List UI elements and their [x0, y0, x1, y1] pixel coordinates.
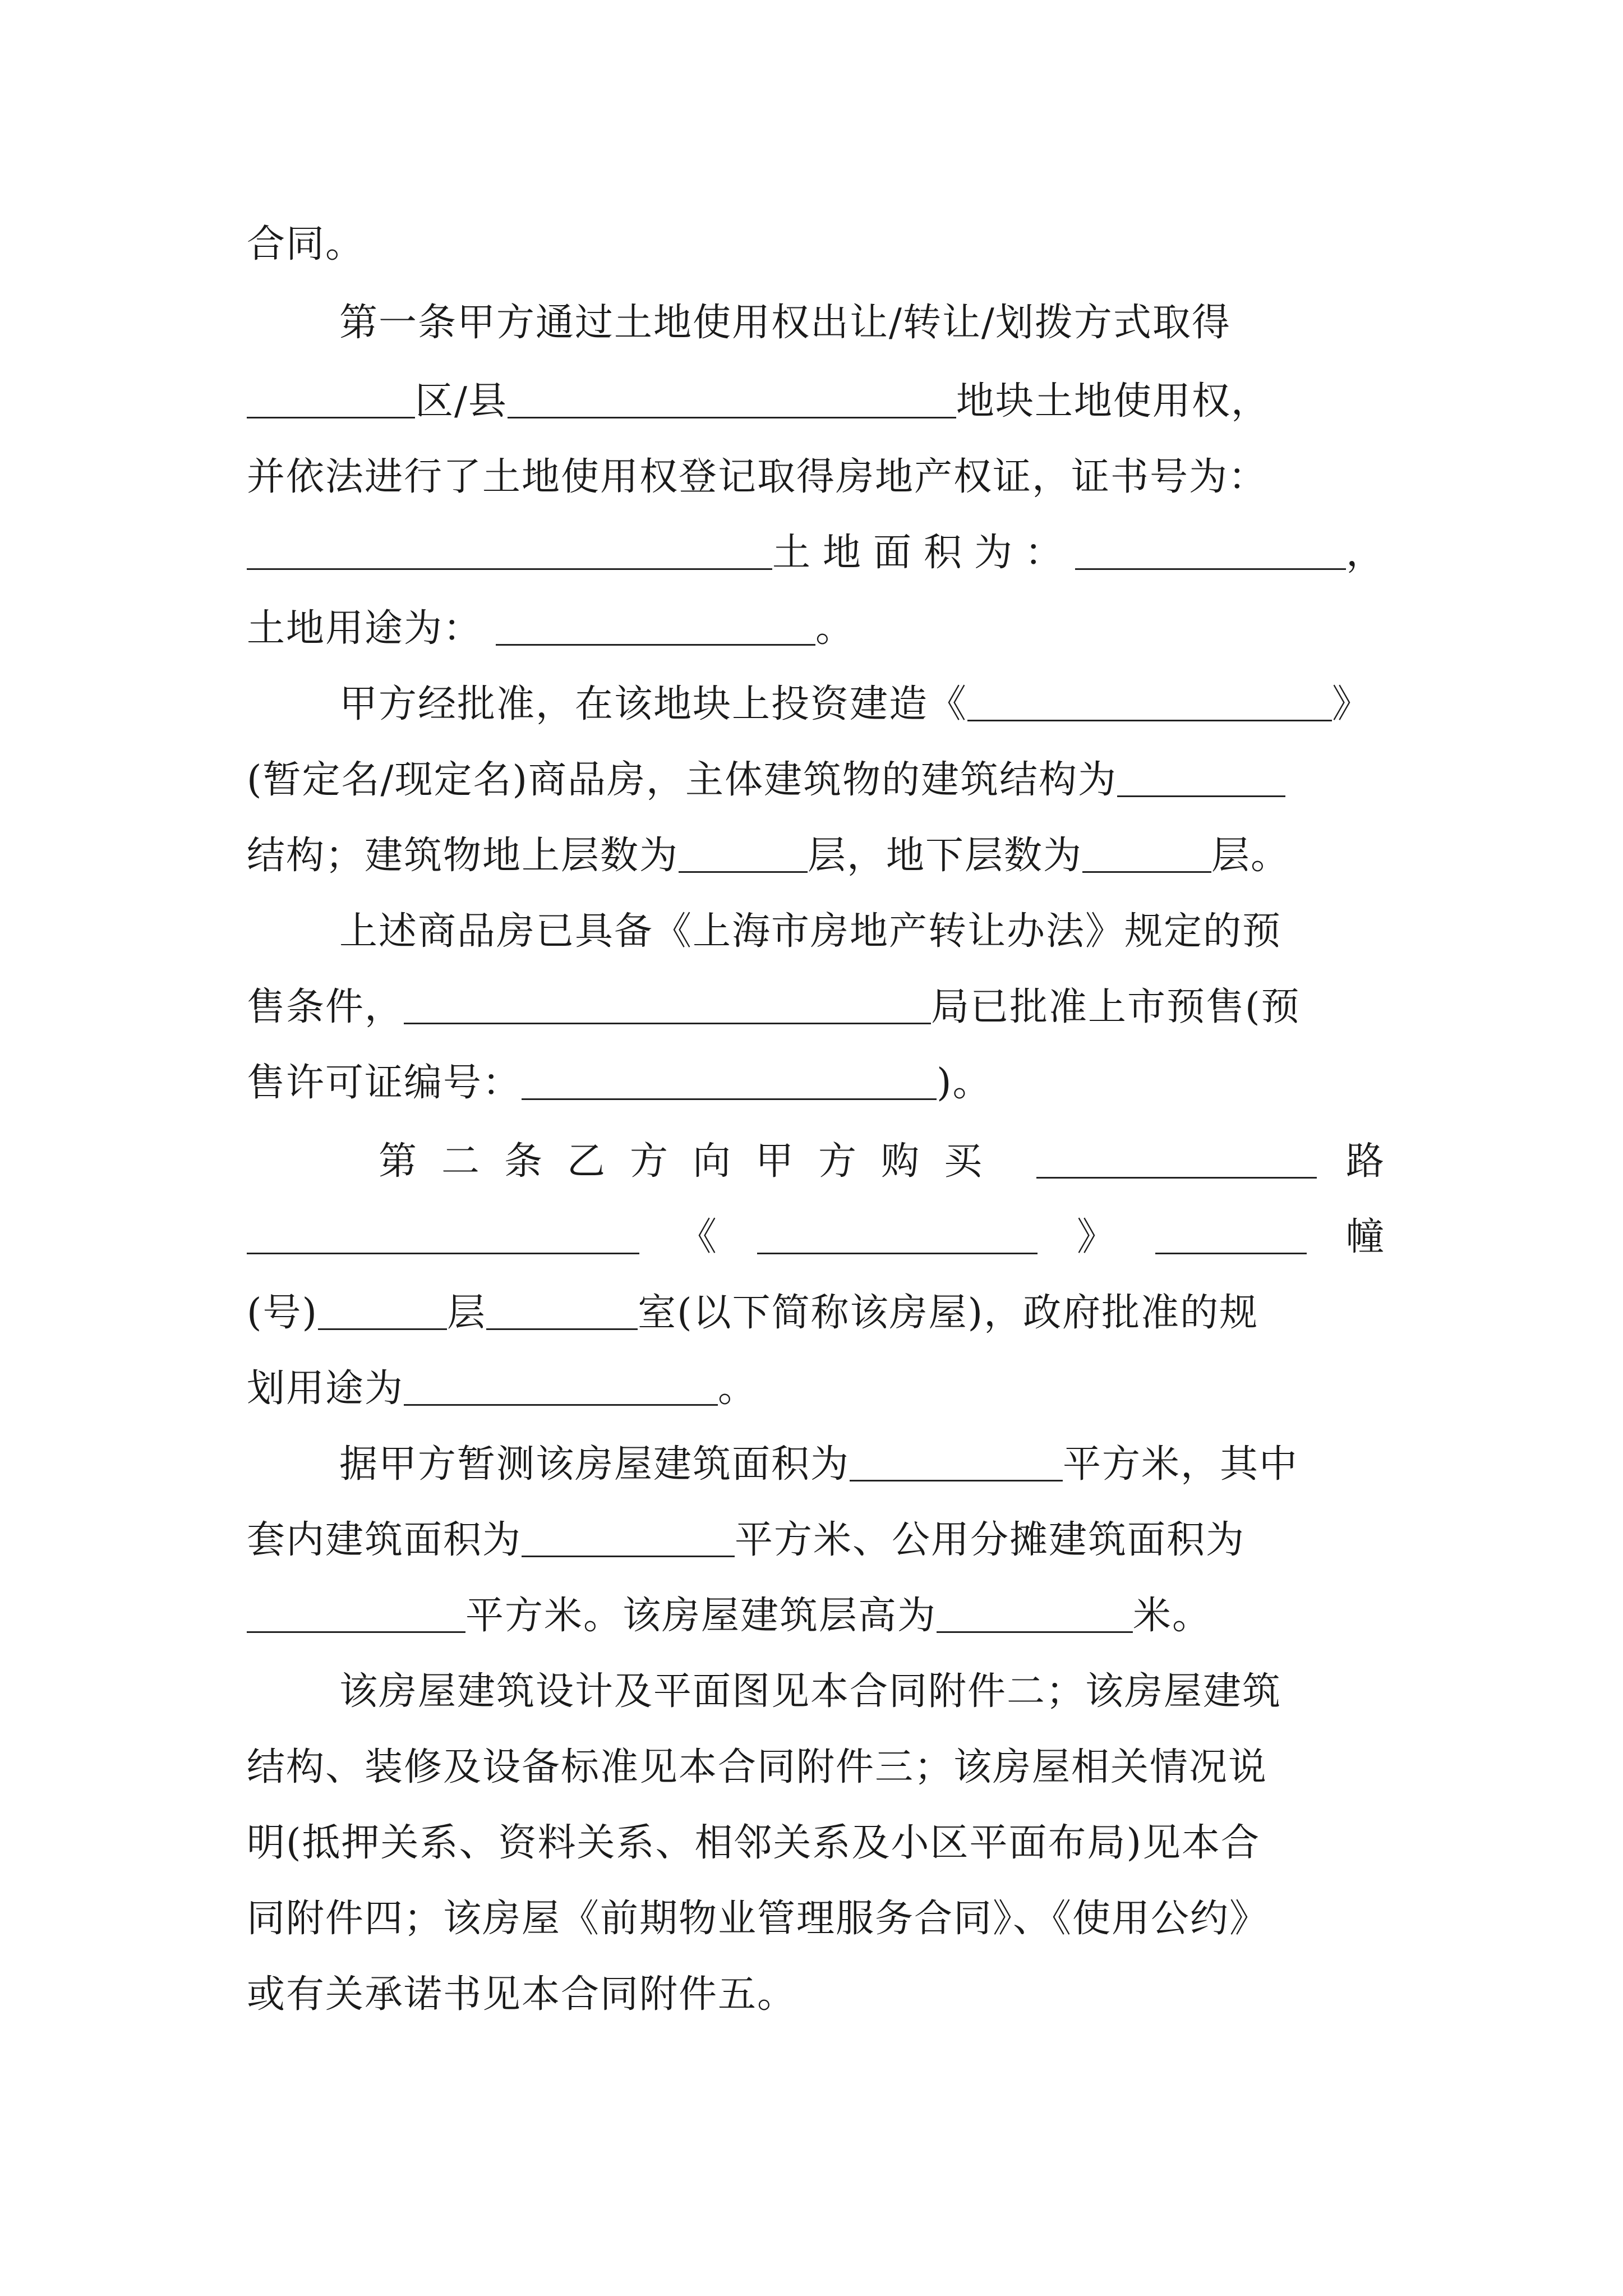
text-segment: 》 [1332, 682, 1372, 726]
text-segment: 平方米。该房屋建筑层高为 [465, 1594, 937, 1638]
text-segment: 室(以下简称该房屋)，政府批准的规 [638, 1291, 1259, 1335]
text-line-22 [247, 1795, 1385, 1865]
fill-in-blank[interactable] [496, 644, 815, 646]
text-segment: 结构；建筑物地上层数为 [247, 834, 679, 878]
text-line-20 [339, 1644, 1385, 1714]
text-line-14 [247, 1189, 1385, 1257]
text-line-11 [247, 959, 1385, 1027]
text-line-21 [247, 1719, 1385, 1787]
text-segment: 上述商品房已具备《上海市房地产转让办法》规定的预 [339, 909, 1282, 954]
text-segment: 售条件， [247, 985, 404, 1029]
text-segment: 平方米、公用分摊建筑面积为 [735, 1518, 1246, 1562]
text-segment: 并依法进行了土地使用权登记取得房地产权证，证书号为： [247, 455, 1268, 499]
text-segment: 套内建筑面积为 [247, 1518, 522, 1562]
text-segment: 地块土地使用权， [956, 379, 1270, 424]
text-segment: 层，地下层数为 [808, 834, 1083, 878]
fill-in-blank[interactable] [404, 1023, 931, 1024]
text-segment: 土地用途为： [247, 606, 483, 651]
text-segment: )。 [937, 1061, 992, 1105]
text-segment: 》 [1076, 1215, 1116, 1259]
text-segment: ， [1345, 531, 1385, 575]
fill-in-blank[interactable] [937, 1631, 1133, 1633]
text-segment: (号) [247, 1291, 319, 1335]
text-segment: 结构、装修及设备标准见本合同附件三；该房屋相关情况说 [247, 1745, 1268, 1789]
text-segment: 路 [1345, 1139, 1385, 1184]
text-segment: 层。 [1211, 834, 1290, 878]
text-segment: 幢 [1345, 1215, 1385, 1259]
text-segment: 该房屋建筑设计及平面图见本合同附件二；该房屋建筑 [339, 1669, 1282, 1714]
text-line-6 [247, 581, 1385, 651]
text-line-5 [247, 505, 1385, 575]
text-line-24 [247, 1947, 1385, 2017]
text-segment: 明(抵押关系、资料关系、相邻关系及小区平面布局)见本合 [247, 1821, 1261, 1865]
text-segment: 或有关承诺书见本合同附件五。 [247, 1972, 797, 2017]
text-segment: 售许可证编号： [247, 1061, 522, 1105]
text-segment: 区/县 [415, 379, 508, 424]
text-segment: (暂定名/现定名)商品房，主体建筑物的建筑结构为 [247, 758, 1117, 802]
fill-in-blank[interactable] [247, 568, 772, 570]
text-line-23 [247, 1871, 1385, 1941]
text-line-8 [247, 732, 1385, 802]
text-segment: 层 [447, 1291, 487, 1335]
text-segment: 局已批准上市预售(预 [931, 985, 1301, 1029]
fill-in-blank[interactable] [247, 1631, 465, 1633]
text-segment: 第一条甲方通过土地使用权出让/转让/划拨方式取得 [339, 301, 1231, 345]
text-line-17 [339, 1416, 1385, 1487]
fill-in-blank[interactable] [679, 871, 808, 873]
text-line-13 [379, 1114, 1385, 1184]
text-segment: 平方米，其中 [1063, 1442, 1299, 1487]
fill-in-blank[interactable] [318, 1328, 447, 1330]
text-segment: 《 [678, 1215, 718, 1259]
text-segment: 米。 [1133, 1594, 1212, 1638]
text-segment: 土地面积为： [772, 531, 1075, 575]
fill-in-blank[interactable] [522, 1098, 937, 1100]
fill-in-blank[interactable] [1036, 1177, 1317, 1179]
fill-in-blank[interactable] [757, 1253, 1038, 1254]
text-line-9 [247, 808, 1385, 878]
text-line-2 [339, 275, 1385, 345]
fill-in-blank[interactable] [1155, 1253, 1307, 1254]
text-line-7 [339, 656, 1385, 724]
fill-in-blank[interactable] [850, 1480, 1063, 1481]
text-line-18 [247, 1492, 1385, 1562]
fill-in-blank[interactable] [1082, 871, 1211, 873]
fill-in-blank[interactable] [247, 417, 415, 418]
text-segment: 合同。 [247, 222, 365, 266]
fill-in-blank[interactable] [508, 417, 956, 418]
text-segment: 。 [815, 606, 855, 651]
text-segment: 同附件四；该房屋《前期物业管理服务合同》、《使用公约》 [247, 1897, 1269, 1941]
text-line-16 [247, 1341, 1385, 1411]
text-segment: 第二条乙方向甲方购买 [379, 1139, 1007, 1184]
fill-in-blank[interactable] [486, 1328, 638, 1330]
text-line-3 [247, 353, 1385, 424]
text-line-15 [247, 1265, 1385, 1335]
fill-in-blank[interactable] [522, 1556, 735, 1557]
fill-in-blank[interactable] [404, 1404, 718, 1406]
text-segment: 。 [718, 1366, 758, 1411]
fill-in-blank[interactable] [1075, 568, 1346, 570]
text-segment: 据甲方暂测该房屋建筑面积为 [339, 1442, 850, 1487]
text-segment: 甲方经批准，在该地块上投资建造《 [339, 682, 968, 726]
fill-in-blank[interactable] [1117, 795, 1285, 797]
fill-in-blank[interactable] [247, 1253, 639, 1254]
text-line-4 [247, 429, 1385, 499]
text-segment: 划用途为 [247, 1366, 404, 1411]
text-line-1 [247, 196, 1385, 264]
text-line-12 [247, 1035, 1385, 1105]
text-line-10 [339, 884, 1385, 954]
fill-in-blank[interactable] [967, 720, 1332, 721]
text-line-19 [247, 1568, 1385, 1638]
